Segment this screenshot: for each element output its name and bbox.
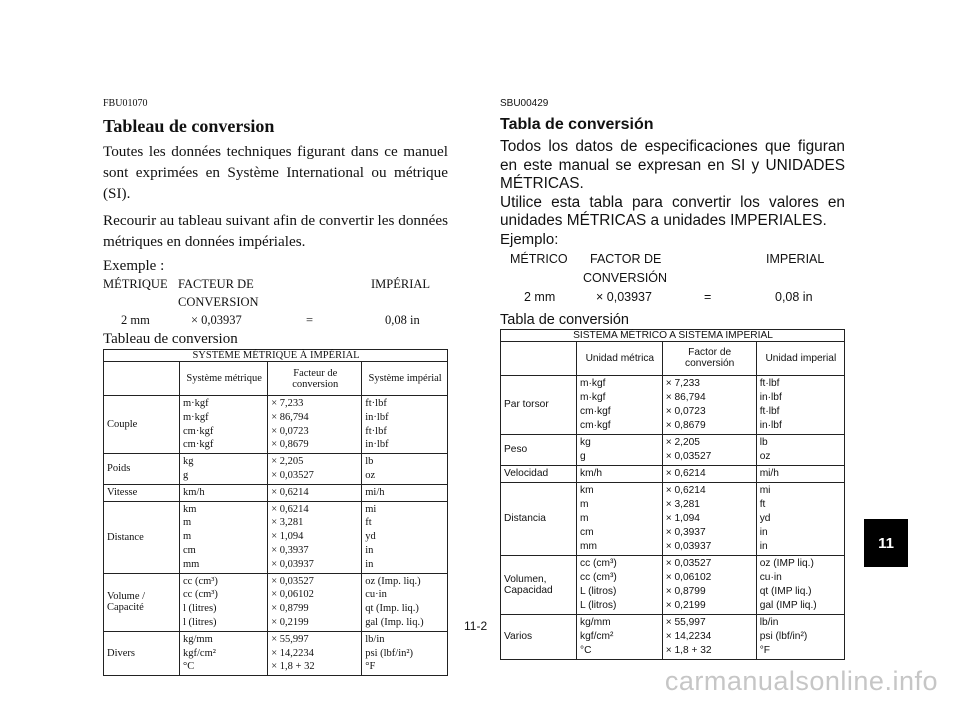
imperial-value: °F bbox=[759, 644, 770, 656]
row-metric bbox=[577, 434, 663, 465]
french-column bbox=[103, 98, 448, 676]
factor-value: × 0,2199 bbox=[665, 599, 706, 611]
imperial-value: in bbox=[759, 540, 768, 552]
example-metric-header: MÉTRIQUE bbox=[103, 277, 168, 291]
factor-value: × 3,281 bbox=[271, 517, 304, 529]
conversion-table bbox=[500, 329, 845, 660]
example-metric-header: MÉTRICO bbox=[510, 251, 568, 266]
imperial-value: ft·lbf bbox=[759, 377, 780, 389]
imperial-value: oz (Imp. liq.) bbox=[365, 575, 421, 587]
factor-value: × 0,3937 bbox=[665, 526, 706, 538]
imperial-value: in·lbf bbox=[759, 391, 782, 403]
imperial-value: yd bbox=[759, 512, 771, 524]
imperial-value: mi bbox=[759, 484, 771, 496]
example-equals: = bbox=[306, 313, 314, 327]
section-title: Tabla de conversión bbox=[500, 116, 654, 133]
factor-value: × 2,205 bbox=[665, 436, 700, 448]
metric-value: °C bbox=[183, 661, 195, 673]
factor-value: × 0,6214 bbox=[665, 467, 706, 479]
metric-value: cm·kgf bbox=[580, 419, 611, 431]
example-metric-value: 2 mm bbox=[524, 289, 556, 304]
row-factor bbox=[268, 631, 362, 675]
row-imperial bbox=[756, 465, 844, 482]
row-metric bbox=[180, 454, 268, 485]
table-caption-row bbox=[501, 329, 845, 341]
instruction-paragraph: Recourir au tableau suivant afin de convertir les données métriques en données impériales. bbox=[103, 212, 448, 250]
imperial-value: ft·lbf bbox=[365, 398, 387, 409]
metric-value: g bbox=[580, 450, 586, 462]
factor-value: × 7,233 bbox=[271, 398, 304, 409]
row-metric bbox=[577, 555, 663, 614]
imperial-value: ft bbox=[759, 498, 766, 510]
factor-value: × 0,6214 bbox=[665, 484, 706, 496]
row-metric bbox=[180, 396, 268, 454]
metric-value: kg/mm bbox=[580, 616, 611, 628]
row-metric bbox=[180, 631, 268, 675]
factor-value: × 0,03937 bbox=[665, 540, 712, 552]
metric-value: cm bbox=[580, 526, 594, 538]
table-row bbox=[501, 465, 845, 482]
factor-value: × 0,8679 bbox=[271, 439, 309, 451]
table-caption-row bbox=[104, 350, 448, 362]
row-category: Poids bbox=[104, 454, 180, 485]
row-imperial bbox=[362, 484, 448, 501]
row-factor bbox=[268, 454, 362, 485]
metric-value: cm·kgf bbox=[183, 439, 214, 451]
imperial-value: psi (lbf/in²) bbox=[759, 630, 808, 642]
factor-value: × 0,03527 bbox=[271, 575, 314, 587]
table-row bbox=[104, 631, 448, 675]
metric-value: m·kgf bbox=[580, 377, 606, 389]
imperial-value: lb bbox=[365, 456, 374, 468]
factor-value: × 1,094 bbox=[665, 512, 700, 524]
imperial-value: lb/in bbox=[365, 633, 385, 645]
row-factor bbox=[268, 484, 362, 501]
row-imperial bbox=[362, 454, 448, 485]
example-factor-header: FACTOR DE bbox=[590, 251, 662, 266]
imperial-value: ft·lbf bbox=[365, 425, 387, 437]
row-category: Vitesse bbox=[104, 484, 180, 501]
table-header-row bbox=[501, 341, 845, 375]
example-label: Ejemplo: bbox=[500, 230, 559, 248]
table-title: Tabla de conversión bbox=[500, 311, 629, 328]
factor-value: × 0,6214 bbox=[271, 503, 309, 515]
intro-paragraph: Todos los datos de especificaciones que figuran en este manual se expresan en SI y UNIDADES MÉTRICAS. bbox=[500, 138, 845, 192]
factor-value: × 0,06102 bbox=[271, 589, 314, 601]
row-imperial bbox=[756, 434, 844, 465]
metric-value: l (litres) bbox=[183, 603, 217, 615]
row-imperial bbox=[362, 501, 448, 573]
row-factor bbox=[662, 465, 756, 482]
example-equals: = bbox=[704, 289, 712, 304]
imperial-value: mi/h bbox=[365, 486, 385, 498]
table-row bbox=[501, 555, 845, 614]
row-factor bbox=[662, 375, 756, 434]
metric-value: cc (cm³) bbox=[580, 571, 617, 583]
row-imperial bbox=[362, 631, 448, 675]
table-row bbox=[501, 614, 845, 659]
imperial-value: °F bbox=[365, 661, 376, 673]
conversion-table bbox=[103, 349, 448, 676]
metric-value: cc (cm³) bbox=[580, 557, 617, 569]
factor-value: × 0,03527 bbox=[665, 450, 712, 462]
metric-value: m bbox=[183, 517, 192, 529]
factor-value: × 0,0723 bbox=[665, 405, 706, 417]
factor-value: × 0,0723 bbox=[271, 425, 309, 437]
chapter-tab: 11 bbox=[864, 519, 908, 567]
imperial-value: lb bbox=[759, 436, 768, 448]
example-factor-header-2: CONVERSION bbox=[178, 295, 259, 309]
factor-value: × 7,233 bbox=[665, 377, 700, 389]
metric-value: mm bbox=[580, 540, 597, 552]
imperial-value: qt (IMP liq.) bbox=[759, 585, 812, 597]
row-imperial bbox=[756, 375, 844, 434]
instruction-paragraph: Utilice esta tabla para convertir los valores en unidades MÉTRICAS a unidades IMPERIALES. bbox=[500, 193, 845, 229]
imperial-value: oz bbox=[759, 450, 771, 462]
section-code: FBU01070 bbox=[103, 98, 148, 109]
header-blank bbox=[104, 362, 180, 396]
row-metric bbox=[180, 484, 268, 501]
table-row bbox=[104, 454, 448, 485]
metric-value: cm bbox=[183, 544, 196, 556]
metric-value: cm·kgf bbox=[183, 425, 214, 437]
metric-value: l (litres) bbox=[183, 616, 217, 628]
watermark: carmanualsonline.info bbox=[664, 666, 938, 696]
row-metric bbox=[577, 482, 663, 555]
factor-value: × 0,8679 bbox=[665, 419, 706, 431]
header-metric: Système métrique bbox=[180, 362, 268, 396]
row-metric bbox=[577, 375, 663, 434]
example-block bbox=[103, 277, 448, 331]
imperial-value: mi/h bbox=[759, 467, 779, 479]
row-factor bbox=[662, 434, 756, 465]
table-row bbox=[501, 434, 845, 465]
imperial-value: gal (IMP liq.) bbox=[759, 599, 817, 611]
row-category: Peso bbox=[501, 434, 577, 465]
factor-value: × 0,3937 bbox=[271, 544, 309, 556]
factor-value: × 1,8 + 32 bbox=[665, 644, 712, 656]
row-factor bbox=[662, 614, 756, 659]
row-imperial bbox=[756, 614, 844, 659]
metric-value: g bbox=[183, 469, 189, 481]
imperial-value: psi (lbf/in²) bbox=[365, 647, 414, 659]
factor-value: × 1,8 + 32 bbox=[271, 661, 315, 673]
factor-value: × 1,094 bbox=[271, 531, 304, 543]
metric-value: m bbox=[183, 531, 192, 543]
metric-value: m·kgf bbox=[580, 391, 606, 403]
example-label: Exemple : bbox=[103, 258, 165, 274]
table-row bbox=[104, 501, 448, 573]
row-category: Volume / Capacité bbox=[104, 573, 180, 631]
row-imperial bbox=[362, 396, 448, 454]
example-metric-value: 2 mm bbox=[121, 313, 150, 327]
imperial-value: cu·in bbox=[365, 589, 387, 601]
imperial-value: in bbox=[365, 558, 374, 570]
metric-value: kgf/cm² bbox=[580, 630, 614, 642]
imperial-value: ft·lbf bbox=[759, 405, 780, 417]
imperial-value: qt (Imp. liq.) bbox=[365, 603, 419, 615]
example-factor-header: FACTEUR DE bbox=[178, 277, 254, 291]
example-imperial-header: IMPERIAL bbox=[766, 251, 825, 266]
metric-value: m·kgf bbox=[183, 411, 209, 423]
table-row bbox=[104, 573, 448, 631]
factor-value: × 2,205 bbox=[271, 456, 304, 468]
row-metric bbox=[577, 465, 663, 482]
metric-value: km/h bbox=[183, 486, 205, 498]
example-factor-value: × 0,03937 bbox=[596, 289, 652, 304]
metric-value: m·kgf bbox=[183, 398, 209, 409]
imperial-value: in·lbf bbox=[365, 439, 389, 451]
header-imperial: Système impérial bbox=[362, 362, 448, 396]
metric-value: m bbox=[580, 512, 589, 524]
header-factor: Facteur de conversion bbox=[268, 362, 362, 396]
row-category: Velocidad bbox=[501, 465, 577, 482]
factor-value: × 0,03937 bbox=[271, 558, 314, 570]
example-imperial-value: 0,08 in bbox=[775, 289, 813, 304]
metric-value: L (litros) bbox=[580, 599, 617, 611]
example-imperial-header: IMPÉRIAL bbox=[371, 277, 431, 291]
table-row bbox=[501, 482, 845, 555]
imperial-value: lb/in bbox=[759, 616, 779, 628]
spanish-column bbox=[500, 98, 845, 660]
metric-value: cc (cm³) bbox=[183, 575, 218, 587]
metric-value: kg bbox=[183, 456, 194, 468]
row-factor bbox=[662, 482, 756, 555]
row-category: Volumen, Capacidad bbox=[501, 555, 577, 614]
factor-value: × 3,281 bbox=[665, 498, 700, 510]
imperial-value: yd bbox=[365, 531, 376, 543]
metric-value: m bbox=[580, 498, 589, 510]
factor-value: × 0,8799 bbox=[665, 585, 706, 597]
table-title: Tableau de conversion bbox=[103, 331, 238, 347]
factor-value: × 0,2199 bbox=[271, 616, 309, 628]
header-blank bbox=[501, 341, 577, 375]
row-imperial bbox=[362, 573, 448, 631]
factor-value: × 0,8799 bbox=[271, 603, 309, 615]
row-factor bbox=[268, 573, 362, 631]
row-factor bbox=[268, 501, 362, 573]
imperial-value: cu·in bbox=[759, 571, 782, 583]
factor-value: × 55,997 bbox=[665, 616, 706, 628]
row-metric bbox=[180, 573, 268, 631]
factor-value: × 14,2234 bbox=[271, 647, 314, 659]
metric-value: cc (cm³) bbox=[183, 589, 218, 601]
page-number: 11-2 bbox=[464, 619, 488, 633]
row-imperial bbox=[756, 555, 844, 614]
table-row bbox=[104, 396, 448, 454]
imperial-value: mi bbox=[365, 503, 377, 515]
header-factor: Factor de conversión bbox=[662, 341, 756, 375]
metric-value: km/h bbox=[580, 467, 603, 479]
example-factor-value: × 0,03937 bbox=[191, 313, 242, 327]
table-row bbox=[104, 484, 448, 501]
factor-value: × 86,794 bbox=[665, 391, 706, 403]
intro-paragraph: Toutes les données techniques figurant dans ce manuel sont exprimées en Système International ou métrique (SI). bbox=[103, 143, 448, 202]
metric-value: km bbox=[183, 503, 197, 515]
factor-value: × 86,794 bbox=[271, 411, 309, 423]
imperial-value: in·lbf bbox=[365, 411, 389, 423]
factor-value: × 0,06102 bbox=[665, 571, 712, 583]
row-category: Divers bbox=[104, 631, 180, 675]
table-caption: SISTEMA MÉTRICO A SISTEMA IMPERIAL bbox=[501, 329, 845, 341]
table-caption: SYSTÈME MÉTRIQUE À IMPÉRIAL bbox=[104, 350, 448, 362]
imperial-value: ft bbox=[365, 517, 372, 529]
row-factor bbox=[268, 396, 362, 454]
imperial-value: oz bbox=[365, 469, 376, 481]
row-category: Par torsor bbox=[501, 375, 577, 434]
header-imperial: Unidad imperial bbox=[756, 341, 844, 375]
row-category: Distance bbox=[104, 501, 180, 573]
imperial-value: gal (Imp. liq.) bbox=[365, 616, 424, 628]
header-metric: Unidad métrica bbox=[577, 341, 663, 375]
metric-value: mm bbox=[183, 558, 200, 570]
factor-value: × 14,2234 bbox=[665, 630, 712, 642]
example-imperial-value: 0,08 in bbox=[385, 313, 420, 327]
metric-value: kg/mm bbox=[183, 633, 213, 645]
imperial-value: in bbox=[365, 544, 374, 556]
section-title: Tableau de conversion bbox=[103, 116, 275, 136]
row-category: Couple bbox=[104, 396, 180, 454]
table-row bbox=[501, 375, 845, 434]
factor-value: × 0,6214 bbox=[271, 486, 309, 498]
metric-value: kg bbox=[580, 436, 591, 448]
imperial-value: oz (IMP liq.) bbox=[759, 557, 814, 569]
factor-value: × 0,03527 bbox=[665, 557, 712, 569]
metric-value: kgf/cm² bbox=[183, 647, 216, 659]
imperial-value: in·lbf bbox=[759, 419, 782, 431]
factor-value: × 55,997 bbox=[271, 633, 309, 645]
row-category: Distancia bbox=[501, 482, 577, 555]
row-metric bbox=[180, 501, 268, 573]
metric-value: km bbox=[580, 484, 594, 496]
factor-value: × 0,03527 bbox=[271, 469, 314, 481]
table-header-row bbox=[104, 362, 448, 396]
metric-value: cm·kgf bbox=[580, 405, 611, 417]
example-factor-header-2: CONVERSIÓN bbox=[583, 270, 668, 285]
section-code: SBU00429 bbox=[500, 98, 549, 109]
row-metric bbox=[577, 614, 663, 659]
metric-value: °C bbox=[580, 644, 592, 656]
imperial-value: in bbox=[759, 526, 768, 538]
example-block bbox=[500, 252, 845, 312]
metric-value: L (litros) bbox=[580, 585, 617, 597]
row-factor bbox=[662, 555, 756, 614]
row-category: Varios bbox=[501, 614, 577, 659]
row-imperial bbox=[756, 482, 844, 555]
